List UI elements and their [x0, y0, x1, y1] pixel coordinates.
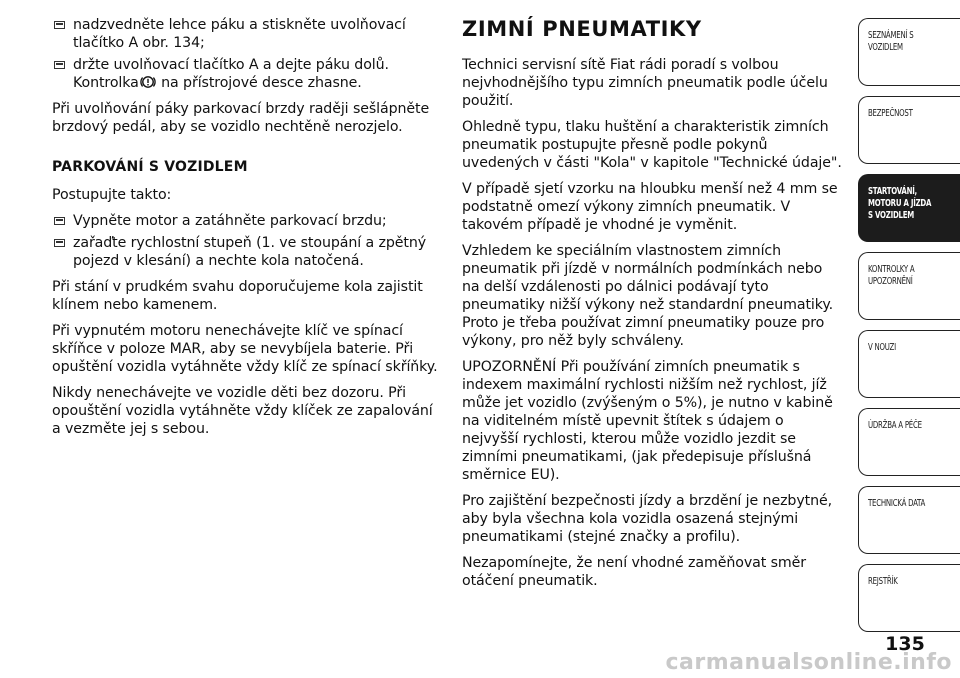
paragraph: V případě sjetí vzorku na hloubku menší než 4 mm se podstatně omezí výkony zimních pneumatik. V takovém případě je vhodné je vyměnit.: [462, 181, 838, 233]
tab-label: STARTOVÁNÍ, MOTORU A JÍZDA S VOZIDLEM: [868, 186, 932, 221]
paragraph: Nikdy nenechávejte ve vozidle děti bez dozoru. Při opouštění vozidla vytáhněte vždy klíček ze zapalování a vezměte jej s sebou.: [52, 385, 433, 437]
warning-paragraph: UPOZORNĚNÍ Při používání zimních pneumatik s indexem maximální rychlosti nižším než rychlost, jíž může jet vozidlo (zvýšeným o 5%), je nutno v kabině na viditelném místě upevnit štítek s údajem o nejvyšší rychlosti, kterou může vozidlo jezdit se zimními pneumatikami, (jak předepisuje příslušná směrnice EU).: [462, 359, 833, 483]
tab-label: SEZNÁMENÍ S VOZIDLEM: [868, 30, 914, 53]
release-steps-list: [52, 16, 440, 92]
lamp-line-after: na přístrojové desce zhasne.: [156, 75, 362, 91]
parking-steps-list: [52, 212, 440, 270]
tab-starting-driving[interactable]: [858, 174, 960, 242]
paragraph: Vzhledem ke speciálním vlastnostem zimních pneumatik při jízdě v normálních podmínkách nebo na delší vzdálenosti po dálnici podávají tyto pneumatiky nižší výkony než standardní pneumatiky. Proto je třeba používat zimní pneumatiky pouze pro výkony, pro něž byly schváleny.: [462, 243, 834, 349]
parking-intro: Postupujte takto:: [52, 187, 172, 203]
paragraph: Nezapomínejte, že není vhodné zaměňovat směr otáčení pneumatik.: [462, 555, 806, 589]
watermark: carmanualsonline.info: [665, 650, 952, 675]
lamp-line-before: Kontrolka: [73, 75, 139, 91]
checkbox-bullet-icon: [54, 217, 65, 225]
checkbox-bullet-icon: [54, 21, 65, 29]
paragraph: Technici servisní sítě Fiat rádi poradí s volbou nejvhodnějšího typu zimních pneumatik podle účelu použití.: [462, 57, 828, 109]
paragraph: Při vypnutém motoru nenechávejte klíč ve spínací skříňce v poloze MAR, aby se nevybíjela baterie. Při opuštění vozidla vytáhněte vždy klíč ze spínací skříňky.: [52, 323, 438, 375]
tab-warning-lights[interactable]: [858, 252, 960, 320]
right-column: [462, 16, 844, 598]
parking-heading: PARKOVÁNÍ S VOZIDLEM: [52, 159, 248, 175]
tab-label: REJSTŘÍK: [868, 576, 898, 587]
list-item: [52, 212, 440, 230]
list-item-text: držte uvolňovací tlačítko A a dejte páku dolů.: [73, 57, 389, 73]
tab-maintenance[interactable]: [858, 408, 960, 476]
list-item: [52, 56, 440, 92]
list-item: [52, 234, 440, 270]
tab-label: V NOUZI: [868, 342, 896, 353]
paragraph: Při stání v prudkém svahu doporučujeme kola zajistit klínem nebo kamenem.: [52, 279, 423, 313]
tab-label: KONTROLKY A UPOZORNĚNÍ: [868, 264, 915, 287]
list-item-text: nadzvedněte lehce páku a stiskněte uvolňovací tlačítko A obr. 134;: [73, 17, 406, 51]
tab-label: TECHNICKÁ DATA: [868, 498, 926, 509]
tab-emergency[interactable]: [858, 330, 960, 398]
tab-technical-data[interactable]: [858, 486, 960, 554]
tab-introduction[interactable]: [858, 18, 960, 86]
paragraph: Ohledně typu, tlaku huštění a charakteristik zimních pneumatik postupujte přesně podle pokynů uvedených v části "Kola" v kapitole "Technické údaje".: [462, 119, 842, 171]
page-number: 135: [885, 633, 925, 655]
checkbox-bullet-icon: [54, 61, 65, 69]
release-note: Při uvolňování páky parkovací brzdy raději sešlápněte brzdový pedál, aby se vozidlo nechtěně nerozjelo.: [52, 101, 430, 135]
brake-warning-lamp-icon: [140, 74, 156, 90]
tab-safety[interactable]: [858, 96, 960, 164]
chapter-tabs: [858, 18, 960, 642]
list-item-text: zařaďte rychlostní stupeň (1. ve stoupání a zpětný pojezd v klesání) a nechte kola natočená.: [73, 235, 427, 269]
tab-label: ÚDRŽBA A PÉČE: [868, 420, 922, 431]
tab-index[interactable]: [858, 564, 960, 632]
left-column: [52, 16, 440, 446]
list-item-text: Vypněte motor a zatáhněte parkovací brzdu;: [73, 213, 387, 229]
tab-label: BEZPEČNOST: [868, 108, 913, 119]
section-title: ZIMNÍ PNEUMATIKY: [462, 17, 702, 41]
list-item: [52, 16, 440, 52]
paragraph: Pro zajištění bezpečnosti jízdy a brzdění je nezbytné, aby byla všechna kola vozidla osazená stejnými pneumatikami (stejné značky a profilu).: [462, 493, 833, 545]
checkbox-bullet-icon: [54, 239, 65, 247]
